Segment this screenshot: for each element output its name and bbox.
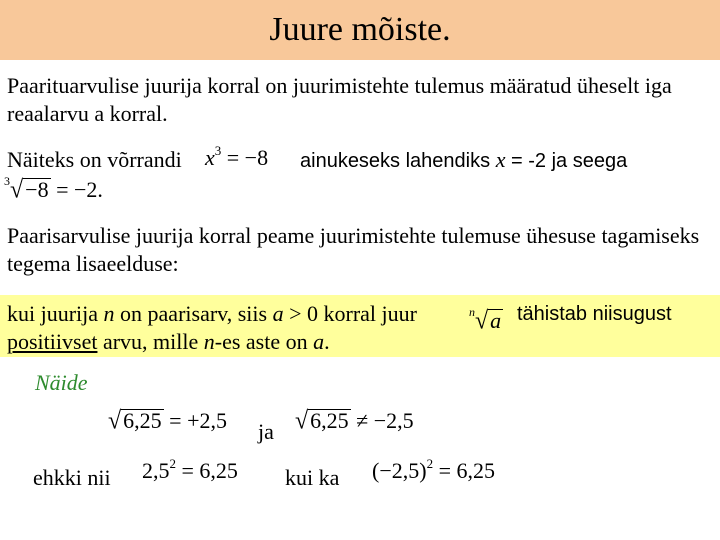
word-ja: ja bbox=[258, 419, 274, 444]
sqrt-rhs-1: = +2,5 bbox=[169, 408, 227, 433]
root-rhs: = −2. bbox=[56, 177, 103, 202]
square-exp-1: 2 bbox=[169, 456, 176, 471]
nth-root-index: n bbox=[469, 305, 475, 319]
word-kui-ka: kui ka bbox=[285, 465, 340, 490]
example-sqrt-negative: √6,25 ≠ −2,5 bbox=[295, 407, 414, 435]
def-t3: > 0 korral juur bbox=[283, 301, 417, 326]
def-a1: a bbox=[272, 301, 284, 326]
paragraph-example-odd bbox=[7, 146, 182, 174]
paragraph-even-root: Paarisarvulise juurija korral peame juurimistehte tulemuse ühesuse tagamiseks tegema lisaeelduse: bbox=[7, 223, 700, 276]
after-text-a: ainukeseks lahendiks bbox=[300, 150, 496, 172]
def-t4: tähistab niisugust bbox=[517, 303, 672, 325]
example-odd-text-after bbox=[300, 146, 627, 175]
square-exp-2: 2 bbox=[426, 456, 434, 471]
word-ehkki: ehkki nii bbox=[33, 465, 111, 490]
def-n2: n bbox=[203, 329, 215, 354]
square-rhs-1: = 6,25 bbox=[181, 458, 238, 483]
def-t1: kui juurija bbox=[7, 301, 104, 326]
equation-cube bbox=[205, 143, 268, 171]
def-n1: n bbox=[103, 301, 115, 326]
nth-root-body: a bbox=[490, 308, 502, 333]
root-body: −8 bbox=[25, 177, 49, 202]
equation-rhs: = −8 bbox=[226, 145, 269, 170]
def-a2: a bbox=[313, 329, 325, 354]
def-l2d: . bbox=[324, 329, 330, 354]
sqrt-body-1: 6,25 bbox=[123, 408, 162, 433]
equation-cube-root: $^3$√−8 = −2. bbox=[4, 174, 103, 204]
example-sqrt-positive: √6,25 = +2,5 bbox=[108, 407, 227, 435]
page-title: Juure mõiste. bbox=[269, 11, 451, 48]
def-l2c: -es aste on bbox=[214, 329, 314, 354]
definition-text bbox=[7, 300, 712, 356]
example-label: Näide bbox=[35, 370, 88, 395]
def-l2b: arvu, mille bbox=[97, 329, 204, 354]
square-base-2: (−2,5) bbox=[372, 458, 427, 483]
after-text-c: = -2 ja seega bbox=[505, 150, 628, 172]
def-t2: on paarisarv, siis bbox=[114, 301, 273, 326]
sqrt-rhs-2: ≠ −2,5 bbox=[356, 408, 414, 433]
square-rhs-2: = 6,25 bbox=[438, 458, 495, 483]
title-bar bbox=[0, 0, 720, 60]
after-text-var: x bbox=[495, 147, 506, 172]
equation-variable: x bbox=[205, 145, 215, 170]
sqrt-body-2: 6,25 bbox=[310, 408, 349, 433]
equation-exponent: 3 bbox=[214, 143, 222, 158]
example-square-positive bbox=[142, 456, 238, 484]
paragraph-odd-root: Paarituarvulise juurija korral on juurimistehte tulemus määratud üheselt iga reaalarvu a korral. bbox=[7, 73, 672, 126]
example-square-negative bbox=[372, 456, 495, 484]
def-positive: positiivset bbox=[7, 329, 98, 354]
example-odd-text-before: Näiteks on võrrandi bbox=[7, 147, 182, 172]
nth-root-symbol: $^n$√a bbox=[469, 305, 502, 335]
root-index: 3 bbox=[4, 174, 10, 188]
square-base-1: 2,5 bbox=[142, 458, 170, 483]
